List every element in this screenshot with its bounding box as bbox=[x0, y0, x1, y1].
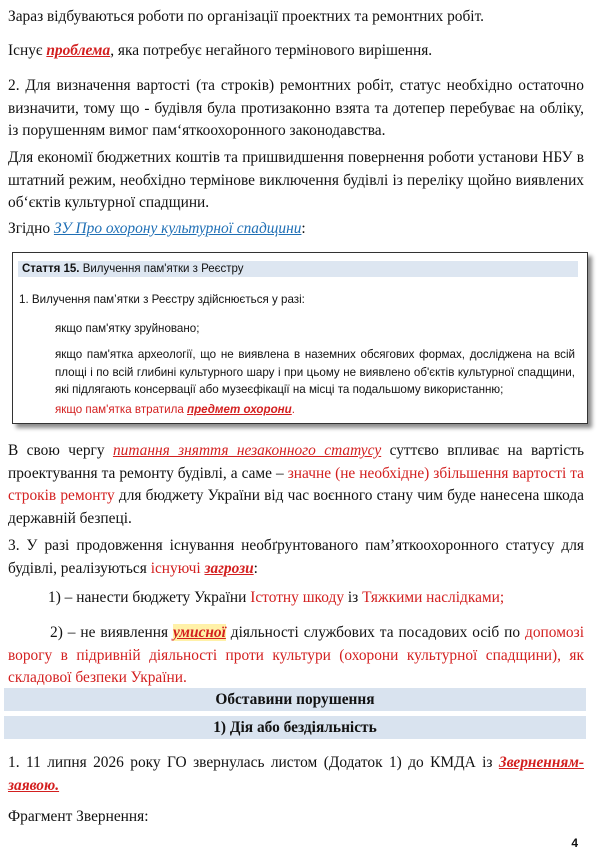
paragraph-fragment: Фрагмент Звернення: bbox=[8, 808, 149, 825]
status-issue-highlight: питання зняття незаконного статусу bbox=[112, 442, 382, 459]
cost-increase-highlight: значне (не необхідне) збільшення вартості та строків ремонту bbox=[8, 464, 584, 504]
law-article-excerpt bbox=[12, 252, 588, 424]
section-heading-action: 1) Дія або бездіяльність bbox=[4, 716, 586, 739]
article-condition-archaeology: якщо пам'ятка археології, що не виявлена в наземних обсягових формах, досліджена на всій площі і по всій глибині культурного шару і при цьому не виявлено об'єктів культурної спадщини, які підлягають консервації або музеєфікації на місці та подальшому використанню; bbox=[55, 348, 575, 396]
paragraph-cost-status: 2. Для визначення вартості (та строків) ремонтних робіт, статус необхідно остаточно визначити, тому що - будівля була протизаконно взята та дотепер перебуває на обліку, із порушенням вимог пам‘яткоохоронного законодавства. bbox=[8, 77, 584, 139]
article-title: Стаття 15. Вилучення пам'ятки з Реєстру bbox=[18, 261, 578, 277]
appeal-highlight: Зверненням-заявою. bbox=[8, 754, 584, 794]
paragraph-law-reference: Згідно ЗУ Про охорону культурної спадщини: bbox=[8, 220, 306, 237]
law-link[interactable]: ЗУ Про охорону культурної спадщини bbox=[53, 220, 302, 237]
article-item-1: 1. Вилучення пам’ятки з Реєстру здійснюється у разі: bbox=[19, 293, 305, 306]
article-condition-ruined: якщо пам'ятку зруйновано; bbox=[55, 322, 200, 335]
threat-item-2: 2) – не виявлення умисної діяльності службових та посадових осіб по допомозі ворогу в підривній діяльності проти культури (охорони культурної спадщини), як складової безпеки України. bbox=[8, 624, 584, 686]
threats-highlight: загрози bbox=[204, 559, 254, 577]
threat-item-1: 1) – нанести бюджету України Істотну шкоду із Тяжкими наслідками; bbox=[48, 589, 505, 606]
paragraph-problem: Існує проблема, яка потребує негайного термінового вирішення. bbox=[8, 42, 433, 59]
paragraph-appeal: 1. 11 липня 2026 року ГО звернулась листом (Додаток 1) до КМДА із Зверненням-заявою. bbox=[8, 754, 584, 794]
intentional-highlight: умисної bbox=[172, 624, 226, 641]
page-number: 4 bbox=[571, 836, 578, 850]
paragraph-works: Зараз відбуваються роботи по організації проектних та ремонтних робіт. bbox=[8, 8, 485, 25]
problem-highlight: проблема bbox=[46, 42, 111, 59]
paragraph-threats: 3. У разі продовження існування необґрунтованого пам’яткоохоронного статусу для будівлі, реалізуються існуючі загрози: bbox=[8, 537, 584, 577]
paragraph-status-impact: В свою чергу питання зняття незаконного статусу суттєво впливає на вартість проектування та ремонту будівлі, а саме – значне (не необхідне) збільшення вартості та строків ремонту для бюджету України від час воєнного стану чим буде нанесена шкода державній безпеці. bbox=[8, 442, 584, 527]
protection-subject-highlight: предмет охорони bbox=[187, 403, 292, 416]
article-condition-lost-subject: якщо пам'ятка втратила предмет охорони. bbox=[55, 403, 295, 416]
section-heading-circumstances: Обставини порушення bbox=[4, 688, 586, 711]
paragraph-economy: Для економії бюджетних коштів та пришвидшення повернення роботи установи НБУ в штатний режим, необхідно термінове виключення будівлі із переліку щойно виявлених об‘єктів культурної спадщини. bbox=[8, 149, 584, 211]
